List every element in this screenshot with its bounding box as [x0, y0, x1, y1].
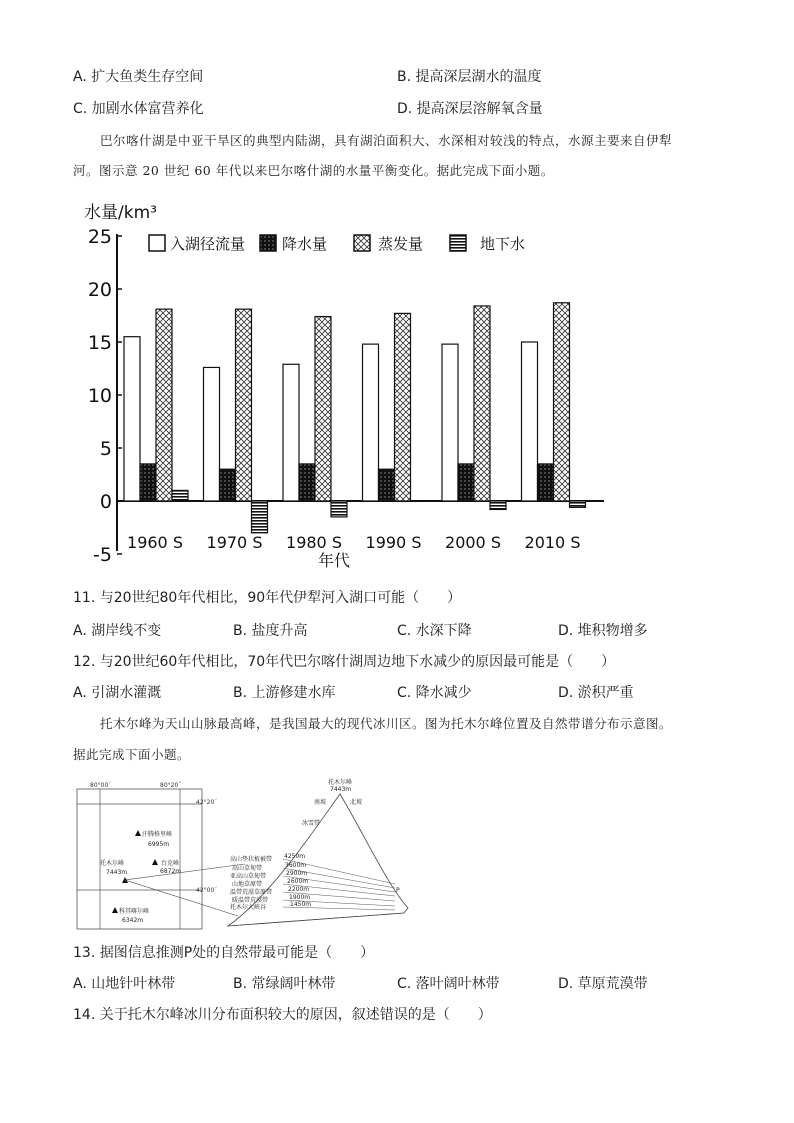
belt-label: 山地草原带: [232, 881, 263, 888]
bar-dots-2: [299, 464, 315, 501]
y-tick-label: 0: [99, 491, 112, 513]
summit-name: 托木尔峰: [328, 779, 353, 786]
peak1-elev: 6995m: [148, 841, 170, 848]
belt-label: 托木尔大峡谷: [230, 904, 267, 911]
q11-option-a: A. 湖岸线不变: [73, 623, 162, 639]
bar-hlines-5: [570, 501, 586, 507]
y-tick-label: 10: [87, 385, 112, 407]
chart-legend: [149, 235, 525, 253]
bar-white-1: [204, 367, 220, 501]
q11-stem: 11. 与20世纪80年代相比，90年代伊犁河入湖口可能（ ）: [73, 590, 462, 606]
q12-option-a: A. 引湖水灌溉: [73, 685, 162, 701]
south-slope-label: 南坡: [314, 799, 327, 806]
q12-option-b: B. 上游修建水库: [233, 685, 336, 701]
chart-xlabel: 年代: [318, 551, 351, 570]
q11-option-b: B. 盐度升高: [233, 623, 308, 639]
belt-elevation: 4250m: [284, 853, 306, 860]
legend-label-precip: 降水量: [282, 235, 328, 253]
bar-cross-2: [315, 317, 331, 501]
connector-line: [125, 864, 245, 880]
belt-label: 高山草甸带: [232, 865, 263, 872]
bar-dots-3: [379, 469, 395, 501]
x-tick-label: 1990 S: [365, 533, 422, 552]
q13-option-a: A. 山地针叶林带: [73, 976, 176, 992]
peak3-name: 台克峰: [161, 860, 180, 867]
bar-cross-3: [395, 313, 411, 501]
bar-hlines-0: [172, 490, 188, 501]
y-tick-label: 25: [87, 226, 112, 248]
q12-option-d: D. 淤积严重: [558, 685, 634, 701]
point-p-label: P: [396, 887, 400, 894]
q13-option-d: D. 草原荒漠带: [558, 976, 648, 992]
q12-stem: 12. 与20世纪60年代相比，70年代巴尔喀什湖周边地下水减少的原因最可能是（ ）: [73, 654, 616, 670]
q13-option-b: B. 常绿阔叶林带: [233, 976, 336, 992]
legend-swatch-precip: [260, 235, 276, 251]
belt-elevation: 2200m: [288, 886, 310, 893]
bar-dots-5: [538, 464, 554, 501]
passage1-line1: 巴尔喀什湖是中亚干旱区的典型内陆湖，具有湖泊面积大、水深相对较浅的特点，水源主要来自伊犁: [100, 133, 673, 148]
legend-label-groundwater: 地下水: [480, 235, 526, 253]
x-tick-label: 1980 S: [286, 533, 342, 552]
bar-white-4: [442, 344, 458, 501]
peak4-name: 科其喀尔峰: [119, 908, 150, 915]
peak3-elev: 6872m: [160, 868, 182, 875]
profile-base: [228, 913, 404, 926]
y-tick-label: 15: [87, 332, 112, 354]
bar-hlines-1: [252, 501, 268, 533]
bar-cross-4: [474, 306, 490, 501]
q10-option-a: A. 扩大鱼类生存空间: [73, 69, 204, 85]
bar-white-2: [283, 364, 299, 501]
q13-option-c: C. 落叶阔叶林带: [397, 976, 500, 992]
water-balance-chart: [76, 196, 616, 574]
chart-ylabel: 水量/km³: [84, 203, 157, 223]
north-slope-label: 北坡: [350, 799, 363, 806]
summit-elev: 7443m: [330, 786, 352, 793]
peak4-elev: 6342m: [122, 917, 144, 924]
belt-label: 亚高山草甸带: [230, 873, 267, 880]
y-tick-label: -5: [93, 544, 112, 566]
peak2-name: 托木尔峰: [100, 860, 125, 867]
belt-label: 暖温带荒漠带: [232, 897, 269, 904]
belt-label: 温带荒漠草原带: [230, 889, 273, 896]
q14-stem: 14. 关于托木尔峰冰川分布面积较大的原因，叙述错误的是（ ）: [73, 1007, 492, 1023]
x-tick-label: 1970 S: [206, 533, 263, 552]
x-tick-label: 2010 S: [524, 533, 581, 552]
peak-marker-icon: [152, 859, 158, 865]
bar-dots-1: [220, 469, 236, 501]
bar-dots-4: [458, 464, 474, 501]
peak2-elev: 7443m: [106, 869, 128, 876]
bar-white-0: [124, 337, 140, 501]
y-tick-label: 20: [87, 279, 112, 301]
y-tick-label: 5: [99, 438, 112, 460]
peak-marker-icon: [112, 907, 118, 913]
legend-label-evap: 蒸发量: [378, 235, 424, 253]
q10-option-d: D. 提高深层溶解氧含量: [397, 101, 543, 117]
bar-cross-5: [554, 303, 570, 501]
q11-option-d: D. 堆积物增多: [558, 623, 648, 639]
q10-option-b: B. 提高深层湖水的温度: [397, 69, 542, 85]
passage2-line1: 托木尔峰为天山山脉最高峰，是我国最大的现代冰川区。图为托木尔峰位置及自然带谱分布示意图。: [100, 716, 673, 731]
bar-white-5: [522, 342, 538, 501]
x-tick-label: 1960 S: [127, 533, 183, 552]
bar-hlines-4: [490, 501, 506, 509]
map-lon1: 80°00´: [90, 782, 112, 789]
legend-swatch-runoff: [149, 235, 165, 251]
bar-hlines-2: [331, 501, 347, 517]
bar-dots-0: [140, 464, 156, 501]
q12-option-c: C. 降水减少: [397, 685, 472, 701]
legend-swatch-groundwater: [450, 235, 466, 251]
map-lon2: 80°20´: [160, 782, 182, 789]
q10-option-c: C. 加剧水体富营养化: [73, 101, 204, 117]
ice-belt-label: 冰雪带: [302, 820, 321, 827]
passage1-line2: 河。图示意 20 世纪 60 年代以来巴尔喀什湖的水量平衡变化。据此完成下面小题。: [73, 163, 554, 178]
legend-label-runoff: 入湖径流量: [170, 235, 246, 253]
belt-elevation: 1900m: [289, 894, 311, 901]
belt-elevation: 3600m: [285, 862, 307, 869]
bar-cross-1: [236, 309, 252, 501]
belt-elevation: 2900m: [286, 870, 308, 877]
bar-cross-0: [156, 309, 172, 501]
belt-elevation: 2600m: [287, 878, 309, 885]
q13-stem: 13. 据图信息推测P处的自然带最可能是（ ）: [73, 945, 375, 961]
legend-swatch-evap: [354, 235, 370, 251]
peak1-name: 汗腾格里峰: [142, 831, 173, 838]
map-lat2: 42°00´: [196, 887, 218, 894]
belt-label: 高山垫状植被带: [230, 856, 273, 863]
tomur-figure: [70, 776, 420, 936]
x-tick-label: 2000 S: [445, 533, 501, 552]
map-lat1: 42°20´: [196, 799, 218, 806]
q11-option-c: C. 水深下降: [397, 623, 472, 639]
peak-marker-icon: [135, 830, 141, 836]
belt-elevation: 1450m: [290, 901, 312, 908]
bar-white-3: [363, 344, 379, 501]
passage2-line2: 据此完成下面小题。: [73, 747, 191, 762]
